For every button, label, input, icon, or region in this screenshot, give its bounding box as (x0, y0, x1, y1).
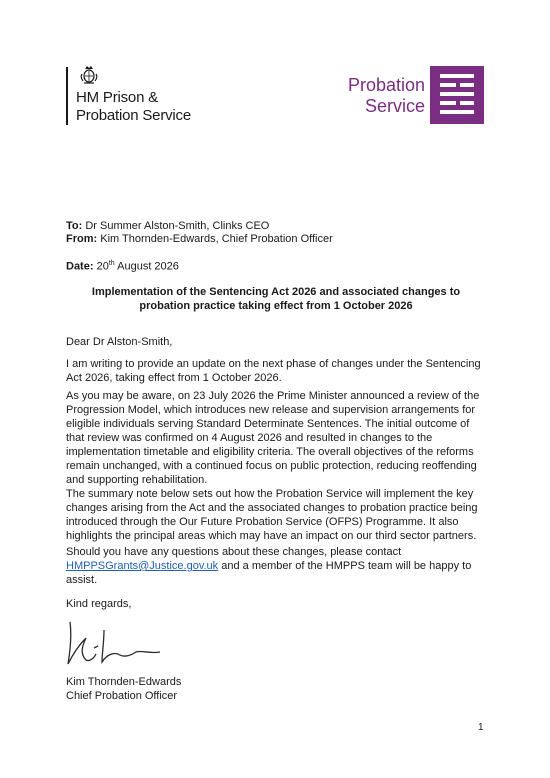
hmpps-name-line2: Probation Service (76, 107, 191, 124)
date-rest: August 2026 (117, 260, 179, 273)
p4-text-after: and a member of the HMPPS team will be happy to assist. (66, 560, 472, 586)
probation-service-wordmark (334, 75, 425, 117)
handwritten-signature (64, 612, 174, 670)
paragraph-1: I am writing to provide an update on the next phase of changes under the Sentencing Act 2026, taking effect from 1 October 2026. (66, 358, 481, 384)
to-label: To: (66, 220, 83, 232)
probation-service-mark-icon (430, 66, 484, 124)
signoff-role: Chief Probation Officer (66, 690, 178, 702)
to-line (66, 219, 269, 233)
from-value: Kim Thornden-Edwards, Chief Probation Officer (100, 233, 333, 245)
from-label: From: (66, 233, 98, 245)
date-suffix: th (108, 260, 115, 267)
closing: Kind regards, (66, 598, 132, 610)
signoff-name: Kim Thornden-Edwards (66, 676, 182, 688)
paragraph-2: As you may be aware, on 23 July 2026 the Prime Minister announced a review of the Progression Model, which introduces new release and supervision arrangements for eligible individuals serving Standard Determinate Sentences. The initial outcome of that review was confirmed on 4 August 2026 and resulted in changes to the implementation timetable and eligibility criteria. The overall objectives of the reforms remain unchanged, with a continued focus on public protection, reducing reoffending and supporting rehabilitation. (66, 390, 480, 486)
paragraph-4 (66, 545, 490, 587)
title-line1: Implementation of the Sentencing Act 2026 and associated changes to (91, 286, 461, 298)
page-number: 1 (478, 722, 484, 733)
ps-wordmark-line2: Service (364, 96, 425, 116)
title-line2: probation practice taking effect from 1 October 2026 (139, 300, 413, 312)
logo-divider (66, 67, 68, 125)
hmpps-name-line1: HM Prison & (76, 89, 158, 106)
to-value: Dr Summer Alston-Smith, Clinks CEO (85, 220, 270, 232)
date-line (66, 257, 179, 274)
date-day: 20 (96, 260, 109, 273)
paragraph-3: The summary note below sets out how the Probation Service will implement the key changes arising from the Act and the associated changes to probation practice being introduced through the Our Future Probation Service (OFPS) Programme. It also highlights the principal areas which may have an impact on our third sector partners. (66, 488, 478, 542)
letter-title (66, 285, 486, 313)
date-label: Date: (66, 260, 94, 273)
ps-wordmark-line1: Probation (347, 75, 425, 95)
p4-text-before: Should you have any questions about these changes, please contact (66, 546, 402, 558)
contact-email-link[interactable]: HMPPSGrants@Justice.gov.uk (66, 560, 219, 572)
hmpps-logo (66, 63, 226, 125)
salutation: Dear Dr Alston-Smith, (66, 336, 173, 348)
royal-crest-icon (78, 63, 100, 85)
probation-service-logo (334, 66, 486, 124)
from-line (66, 232, 333, 246)
